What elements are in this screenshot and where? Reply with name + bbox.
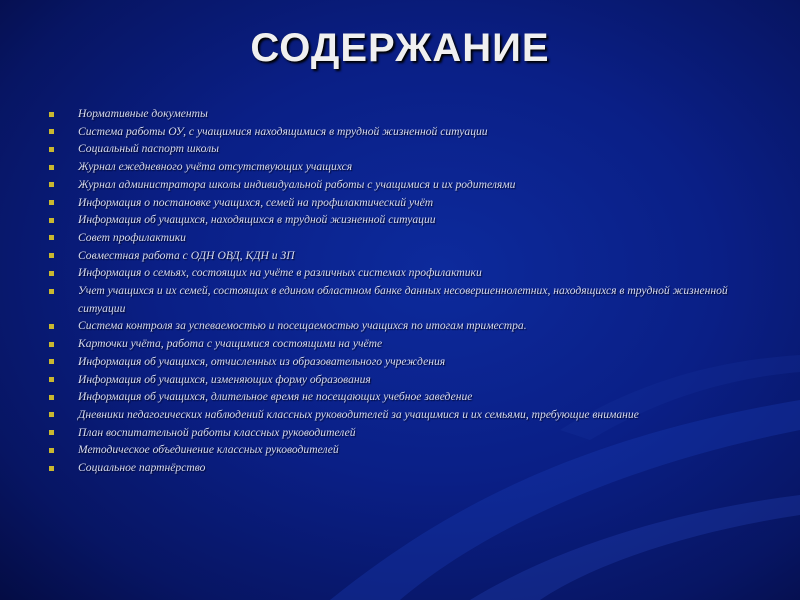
square-bullet-icon — [49, 147, 54, 152]
square-bullet-icon — [49, 412, 54, 417]
list-item — [49, 158, 761, 176]
list-item — [49, 459, 761, 477]
list-item-text: Система контроля за успеваемостью и посещаемостью учащихся по итогам триместра. — [78, 319, 527, 333]
square-bullet-icon — [49, 289, 54, 294]
list-item-text: Журнал ежедневного учёта отсутствующих учащихся — [78, 160, 353, 174]
list-item — [49, 105, 761, 123]
list-item-text: Совет профилактики — [78, 230, 186, 244]
list-item-text: Социальное партнёрство — [78, 461, 206, 475]
list-item — [49, 229, 761, 247]
list-item-text: Система работы ОУ, с учащимися находящимися в трудной жизненной ситуации — [78, 124, 488, 138]
square-bullet-icon — [49, 182, 54, 187]
slide-title: СОДЕРЖАНИЕ — [250, 26, 550, 70]
square-bullet-icon — [49, 359, 54, 364]
square-bullet-icon — [49, 253, 54, 258]
list-item-text: Информация о семьях, состоящих на учёте в различных системах профилактики — [78, 266, 482, 280]
list-item-text: Информация о постановке учащихся, семей на профилактический учёт — [78, 195, 434, 209]
list-item — [49, 406, 761, 424]
square-bullet-icon — [49, 271, 54, 276]
list-item-text: Информация об учащихся, изменяющих форму образования — [78, 372, 371, 386]
square-bullet-icon — [49, 235, 54, 240]
list-item — [49, 353, 761, 371]
list-item — [49, 123, 761, 141]
list-item-text: Информация об учащихся, длительное время не посещающих учебное заведение — [78, 390, 473, 404]
list-item — [49, 317, 761, 335]
list-item — [49, 424, 761, 442]
list-item-text: Журнал администратора школы индивидуальной работы с учащимися и их родителями — [78, 177, 516, 191]
list-item-text: Информация об учащихся, находящихся в трудной жизненной ситуации — [78, 213, 436, 227]
list-item — [49, 140, 761, 158]
square-bullet-icon — [49, 200, 54, 205]
square-bullet-icon — [49, 218, 54, 223]
contents-list — [49, 105, 761, 477]
list-item — [49, 441, 761, 459]
list-item-text: Социальный паспорт школы — [78, 142, 220, 156]
list-item-text: Карточки учёта, работа с учащимися состоящими на учёте — [78, 337, 383, 351]
list-item — [49, 388, 761, 406]
list-item — [49, 176, 761, 194]
square-bullet-icon — [49, 112, 54, 117]
square-bullet-icon — [49, 395, 54, 400]
list-item — [49, 282, 761, 317]
list-item — [49, 247, 761, 265]
square-bullet-icon — [49, 165, 54, 170]
square-bullet-icon — [49, 448, 54, 453]
list-item — [49, 211, 761, 229]
list-item-text: Методическое объединение классных руководителей — [78, 443, 339, 457]
square-bullet-icon — [49, 466, 54, 471]
list-item-text: Нормативные документы — [78, 107, 208, 120]
list-item — [49, 194, 761, 212]
square-bullet-icon — [49, 324, 54, 329]
list-item-text: Учет учащихся и их семей, состоящих в едином областном банке данных несовершеннолетних, находящихся в трудной жизненной ситуации — [78, 284, 728, 315]
list-item-text: Дневники педагогических наблюдений классных руководителей за учащимися и их семьями, требующие внимание — [78, 407, 639, 421]
list-item-text: Совместная работа с ОДН ОВД, КДН и ЗП — [78, 248, 295, 262]
list-item-text: План воспитательной работы классных руководителей — [78, 425, 356, 439]
list-item-text: Информация об учащихся, отчисленных из образовательного учреждения — [78, 354, 446, 368]
square-bullet-icon — [49, 342, 54, 347]
square-bullet-icon — [49, 377, 54, 382]
list-item — [49, 264, 761, 282]
square-bullet-icon — [49, 129, 54, 134]
list-item — [49, 335, 761, 353]
list-item — [49, 371, 761, 389]
square-bullet-icon — [49, 430, 54, 435]
